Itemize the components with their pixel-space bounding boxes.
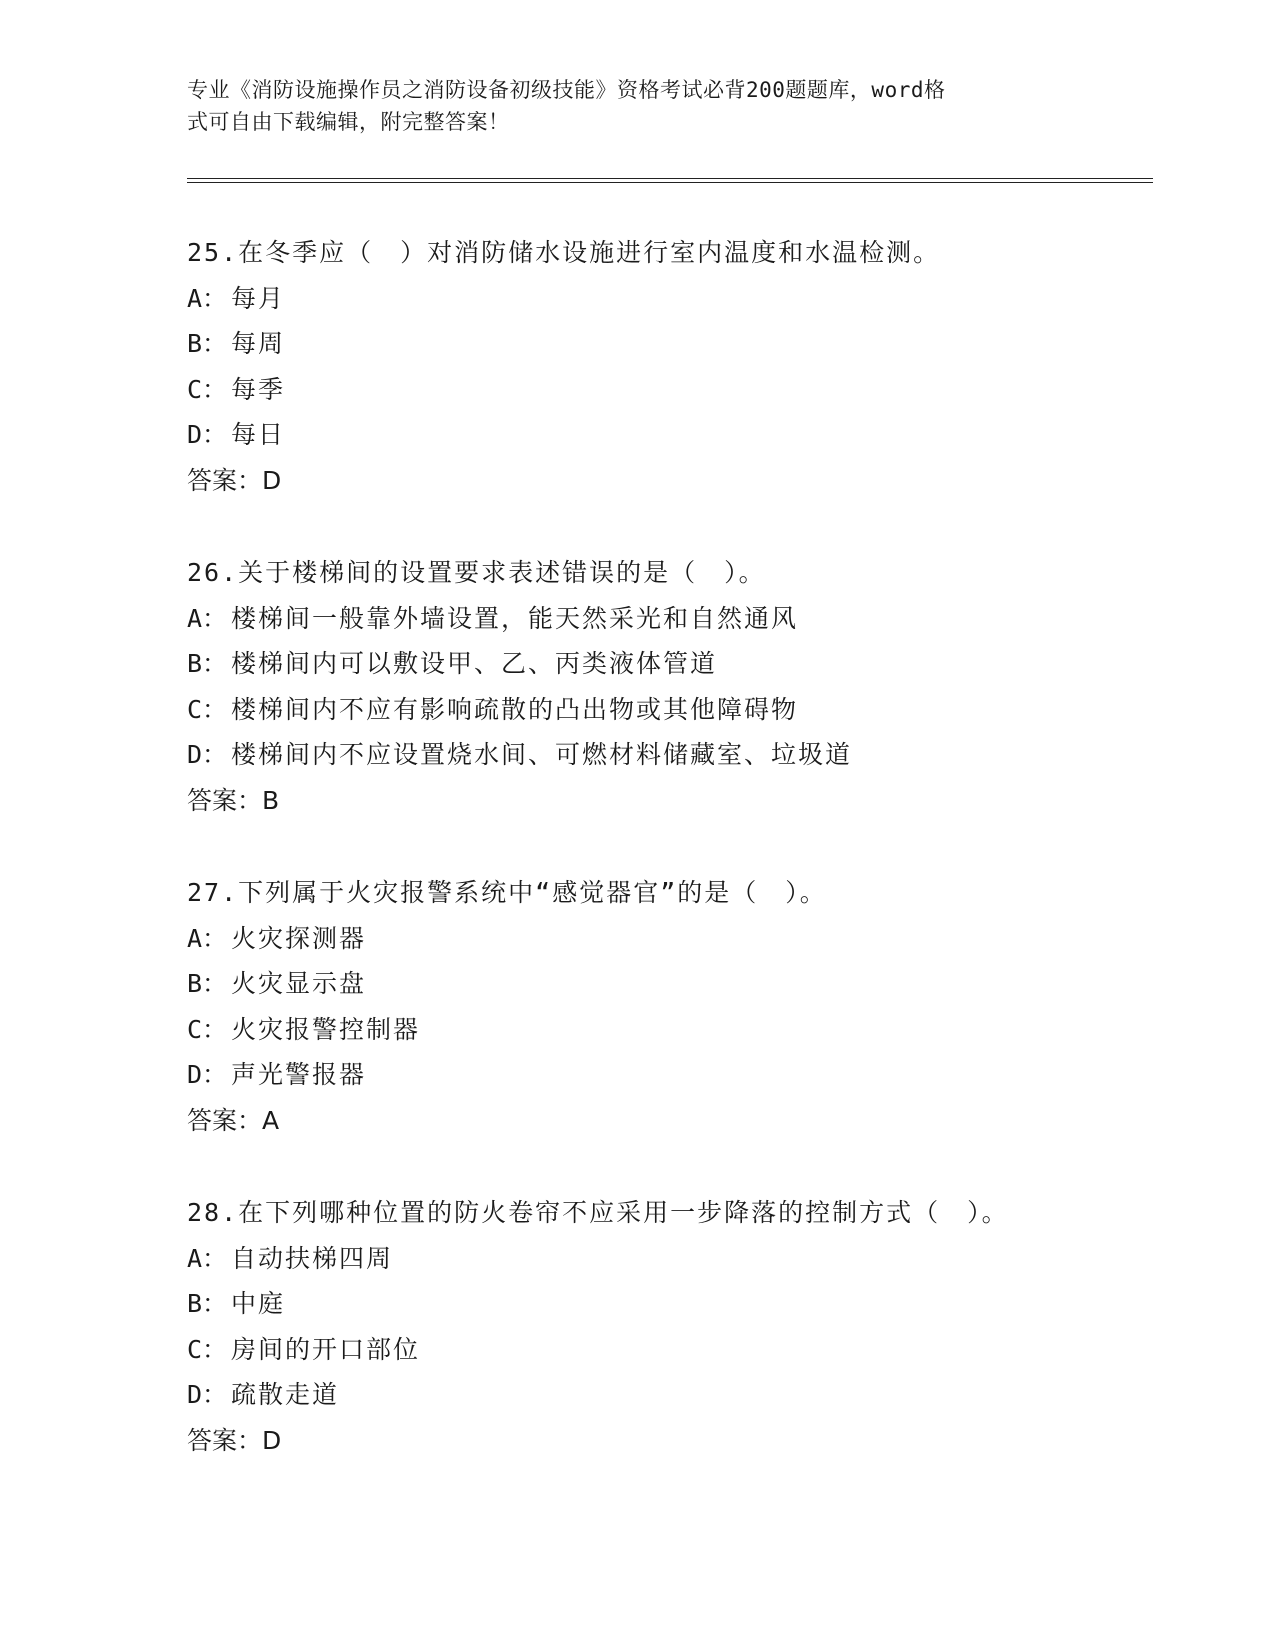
option-label: B： [187, 329, 228, 358]
answer-line: 答案：D [187, 465, 282, 495]
option-label: B： [187, 649, 228, 678]
answer-line: 答案：B [187, 785, 280, 815]
option-label: C： [187, 694, 228, 724]
option-label: D： [187, 1060, 228, 1089]
question-stem: 28.在下列哪种位置的防火卷帘不应采用一步降落的控制方式（ ）。 [187, 1198, 1009, 1227]
option-c [187, 1007, 1167, 1053]
page-header [187, 74, 1067, 138]
option-text: 每季 [231, 374, 286, 404]
option-text: 楼梯间内可以敷设甲、乙、丙类液体管道 [231, 649, 718, 678]
option-label: B： [187, 1289, 228, 1318]
header-divider [187, 178, 1153, 183]
option-b [187, 321, 1167, 367]
option-text: 每周 [231, 329, 286, 358]
option-text: 楼梯间一般靠外墙设置，能天然采光和自然通风 [231, 603, 799, 633]
option-text: 楼梯间内不应设置烧水间、可燃材料储藏室、垃圾道 [231, 740, 853, 769]
option-text: 每月 [231, 283, 286, 313]
option-c [187, 687, 1167, 733]
option-c [187, 1327, 1167, 1373]
header-line-1: 专业《消防设施操作员之消防设备初级技能》资格考试必背200题题库，word格 [187, 78, 946, 102]
option-label: C： [187, 1334, 228, 1364]
answer-line: 答案：A [187, 1105, 280, 1135]
option-a [187, 916, 1167, 962]
option-text: 声光警报器 [231, 1060, 367, 1089]
option-text: 火灾探测器 [231, 923, 367, 953]
option-label: D： [187, 740, 228, 769]
question-stem: 27.下列属于火灾报警系统中“感觉器官”的是（ ）。 [187, 878, 827, 907]
option-a [187, 276, 1167, 322]
option-label: A： [187, 283, 228, 313]
option-text: 自动扶梯四周 [231, 1243, 394, 1273]
header-line-2: 式可自由下载编辑，附完整答案！ [187, 110, 510, 134]
option-label: D： [187, 420, 228, 449]
option-text: 火灾报警控制器 [231, 1014, 421, 1044]
option-a [187, 1236, 1167, 1282]
option-label: B： [187, 969, 228, 998]
question-25 [187, 230, 1167, 550]
option-text: 疏散走道 [231, 1380, 340, 1409]
question-28 [187, 1190, 1167, 1510]
option-label: C： [187, 1014, 228, 1044]
option-label: A： [187, 1243, 228, 1273]
option-text: 中庭 [231, 1289, 286, 1318]
option-b [187, 1281, 1167, 1327]
option-text: 每日 [231, 420, 286, 449]
option-d [187, 412, 1167, 458]
option-d [187, 1372, 1167, 1418]
question-stem: 25.在冬季应（ ）对消防储水设施进行室内温度和水温检测。 [187, 238, 941, 267]
option-label: A： [187, 603, 228, 633]
option-d [187, 1052, 1167, 1098]
option-text: 火灾显示盘 [231, 969, 367, 998]
answer-line: 答案：D [187, 1425, 282, 1455]
option-label: C： [187, 374, 228, 404]
question-27 [187, 870, 1167, 1190]
option-a [187, 596, 1167, 642]
question-list [187, 230, 1167, 1510]
question-stem: 26.关于楼梯间的设置要求表述错误的是（ ）。 [187, 558, 766, 587]
option-b [187, 961, 1167, 1007]
option-label: A： [187, 923, 228, 953]
option-c [187, 367, 1167, 413]
option-d [187, 732, 1167, 778]
option-label: D： [187, 1380, 228, 1409]
option-text: 楼梯间内不应有影响疏散的凸出物或其他障碍物 [231, 694, 799, 724]
question-26 [187, 550, 1167, 870]
option-text: 房间的开口部位 [231, 1334, 421, 1364]
option-b [187, 641, 1167, 687]
